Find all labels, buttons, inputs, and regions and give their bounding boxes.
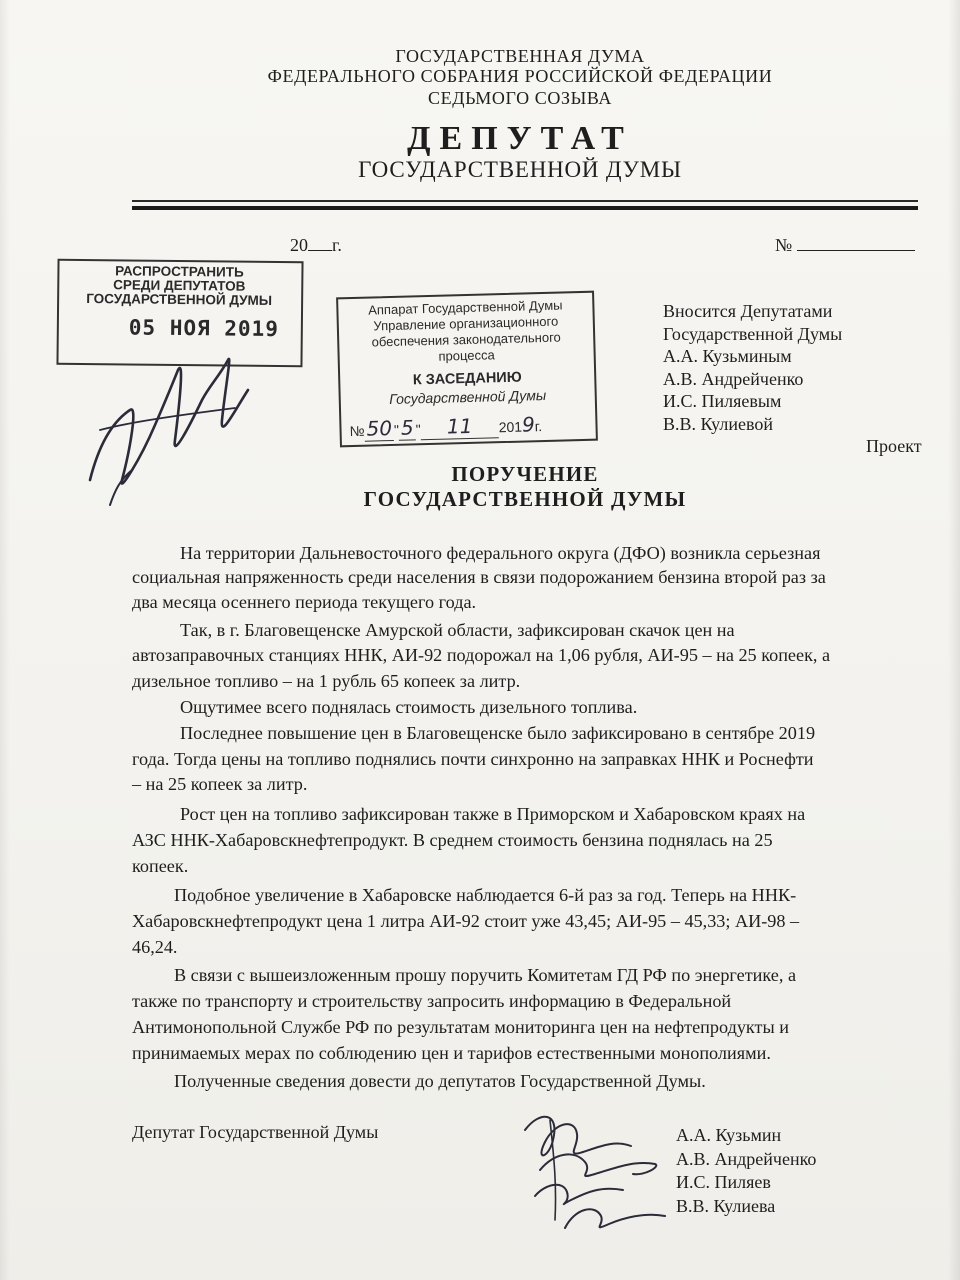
stamp-session-line-5: К ЗАСЕДАНИЮ <box>412 369 522 389</box>
p4-line-3: – на 25 копеек за литр. <box>132 774 308 794</box>
p7-line-3: Антимонопольной Службе РФ по результатам мониторинга цен на нефтепродукты и <box>132 1017 789 1037</box>
page-edge-shadow-right <box>948 0 960 1280</box>
p7-line-1: В связи с вышеизложенным прошу поручить Комитетам ГД РФ по энергетике, а <box>174 965 797 985</box>
signature-role: Депутат Государственной Думы <box>132 1122 379 1142</box>
stamp-distribute-line-1: РАСПРОСТРАНИТЬ <box>115 263 244 280</box>
stamp-session-year-prefix: 201 <box>498 418 523 436</box>
p8-line-1: Полученные сведения довести до депутатов Государственной Думы. <box>174 1071 706 1091</box>
submitted-by-line-3: А.А. Кузьминым <box>663 346 792 366</box>
number-blank <box>797 250 915 251</box>
date-line <box>290 235 342 256</box>
number-label: № <box>775 235 793 255</box>
stamp-session-line-4: процесса <box>438 347 495 364</box>
p2-line-3: дизельное топливо – на 1 рубль 65 копеек за литр. <box>132 671 521 691</box>
deputies-signatures-icon <box>505 1100 675 1240</box>
signature-name-3: И.С. Пиляев <box>676 1172 771 1192</box>
submitted-by-line-4: А.В. Андрейченко <box>663 368 804 389</box>
signature-name-2: А.В. Андрейченко <box>676 1148 817 1169</box>
stamp-session-year-suffix: г. <box>534 418 543 435</box>
header-title-duma: ГОСУДАРСТВЕННОЙ ДУМЫ <box>358 157 682 182</box>
p6-line-1: Подобное увеличение в Хабаровске наблюдается 6-й раз за год. Теперь на ННК- <box>174 885 797 905</box>
page-edge-shadow-left <box>0 0 10 1280</box>
p2-line-1: Так, в г. Благовещенске Амурской области, зафиксирован скачок цен на <box>180 620 735 640</box>
date-blank <box>308 250 332 251</box>
header-rule-thick <box>132 206 918 210</box>
p1-line-2: социальная напряженность среди населения в связи подорожанием бензина второй раз за <box>132 567 826 587</box>
stamp-session-line-1: Аппарат Государственной Думы <box>368 297 563 318</box>
submitted-by-line-1: Вносится Депутатами <box>663 301 833 321</box>
stamp-session-month: 11 <box>420 413 499 440</box>
doc-title-line-1: ПОРУЧЕНИЕ <box>451 462 599 486</box>
submitted-by-line-2: Государственной Думы <box>663 323 843 344</box>
signature-name-4: В.В. Кулиева <box>676 1195 776 1216</box>
stamp-distribute-line-3: ГОСУДАРСТВЕННОЙ ДУМЫ <box>86 291 273 308</box>
p2-line-2: автозаправочных станциях ННК, АИ-92 подорожал на 1,06 рубля, АИ-95 – на 25 копеек, а <box>132 645 831 665</box>
stamp-session-year-digit: 9 <box>521 412 536 437</box>
number-line <box>775 235 915 256</box>
p4-line-2: года. Тогда цены на топливо поднялись почти синхронно на заправках ННК и Роснефти <box>132 749 814 769</box>
date-suffix: г. <box>332 235 342 255</box>
date-prefix: 20 <box>290 235 308 255</box>
header-line-3: СЕДЬМОГО СОЗЫВА <box>428 88 612 108</box>
signature-name-1: А.А. Кузьмин <box>676 1125 782 1145</box>
submitted-by-line-5: И.С. Пиляевым <box>663 391 782 411</box>
stamp-session-number-row: №50 "5 " 11 2019г. <box>349 412 543 441</box>
p4-line-1: Последнее повышение цен в Благовещенске было зафиксировано в сентябре 2019 <box>180 723 816 743</box>
p6-line-2: Хабаровскнефтепродукт цена 1 литра АИ-92 стоит уже 43,45; АИ-95 – 45,33; АИ-98 – <box>132 911 800 931</box>
p7-line-4: принимаемых мерах по соблюдению цен и тарифов естественными монополиями. <box>132 1043 771 1063</box>
p1-line-1: На территории Дальневосточного федерального округа (ДФО) возникла серьезная <box>180 543 821 563</box>
header-line-1: ГОСУДАРСТВЕННАЯ ДУМА <box>395 46 645 66</box>
stamp-session-line-3: обеспечения законодательного <box>371 329 561 350</box>
stamp-distribute-date: 05 НОЯ 2019 <box>128 315 280 342</box>
stamp-session-num-value: 50 <box>364 416 394 442</box>
stamp-session-line-2: Управление организационного <box>373 313 559 334</box>
submitted-by-block <box>663 300 842 435</box>
stamp-distribute-line-2: СРЕДИ ДЕПУТАТОВ <box>113 277 246 294</box>
p5-line-1: Рост цен на топливо зафиксирован также в Приморском и Хабаровском краях на <box>180 804 806 824</box>
p7-line-2: также по транспорту и строительству запросить информацию в Федеральной <box>132 991 732 1011</box>
doc-title-line-2: ГОСУДАРСТВЕННОЙ ДУМЫ <box>363 487 687 511</box>
signature-names <box>676 1124 816 1218</box>
header-line-2: ФЕДЕРАЛЬНОГО СОБРАНИЯ РОССИЙСКОЙ ФЕДЕРАЦИИ <box>267 66 773 86</box>
stamp-session <box>336 291 598 448</box>
p1-line-3: два месяца осеннего периода текущего года. <box>132 592 477 612</box>
project-label: Проект <box>866 436 922 456</box>
header-title-deputy: ДЕПУТАТ <box>407 120 633 157</box>
p6-line-3: 46,24. <box>132 937 178 957</box>
p3-line-1: Ощутимее всего поднялась стоимость дизельного топлива. <box>180 697 638 717</box>
submitted-by-line-6: В.В. Кулиевой <box>663 413 773 434</box>
stamp-session-num-label: № <box>349 422 365 440</box>
stamp-session-day: 5 <box>399 415 416 440</box>
p5-line-3: копеек. <box>132 856 189 876</box>
header-rule-thin <box>132 200 918 202</box>
p5-line-2: АЗС ННК-Хабаровскнефтепродукт. В среднем стоимость бензина поднялась на 25 <box>132 830 773 850</box>
stamp-session-line-6: Государственной Думы <box>389 386 547 408</box>
